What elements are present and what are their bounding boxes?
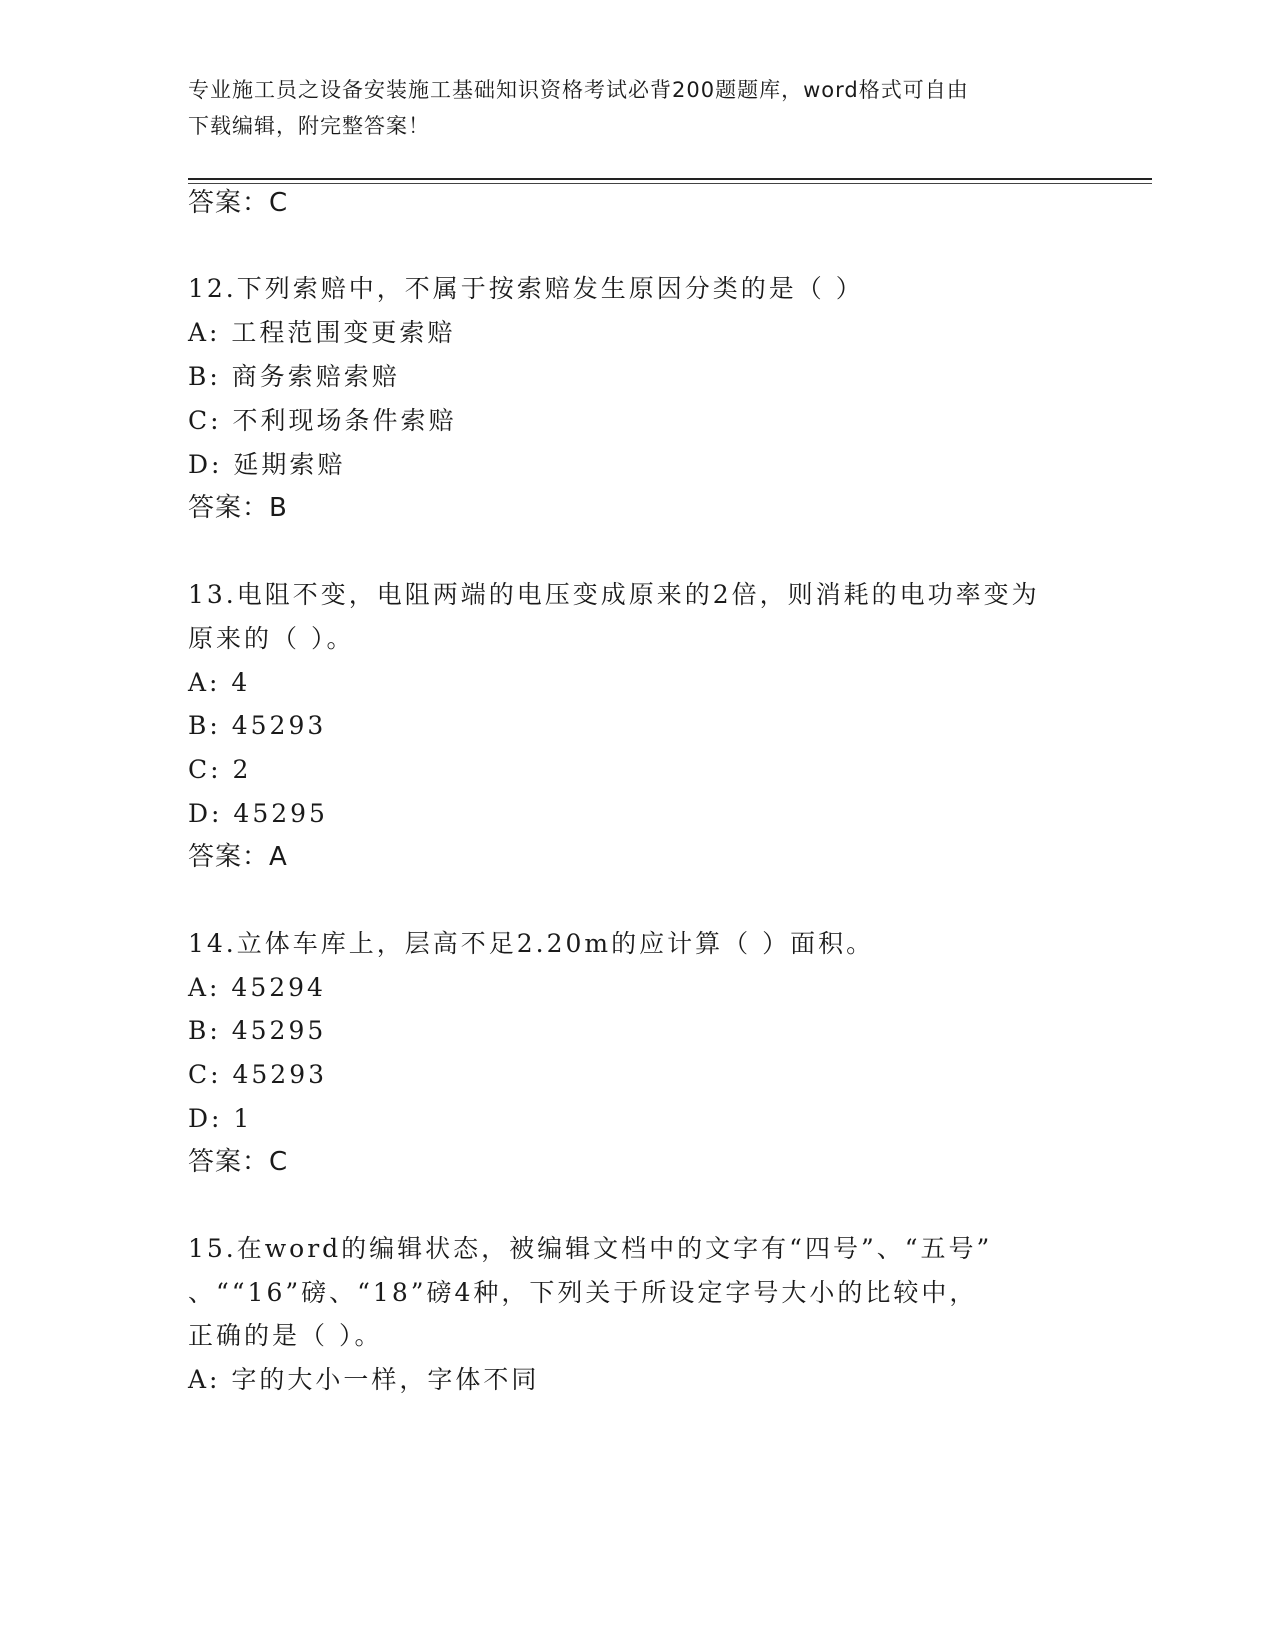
document-header xyxy=(188,72,1088,144)
question-14-option-b: B: 45295 xyxy=(188,1016,327,1045)
question-15-option-a: A: 字的大小一样，字体不同 xyxy=(188,1365,540,1394)
question-14-option-c: C: 45293 xyxy=(188,1060,328,1089)
question-13-answer: 答案：A xyxy=(188,842,288,872)
question-12-option-c: C: 不利现场条件索赔 xyxy=(188,406,457,435)
question-12-option-d: D: 延期索赔 xyxy=(188,450,346,479)
question-13-option-c: C: 2 xyxy=(188,755,252,784)
question-13-option-b: B: 45293 xyxy=(188,711,327,740)
question-14-option-a: A: 45294 xyxy=(188,973,326,1002)
question-15-stem-line-3: 正确的是（ ）。 xyxy=(188,1321,383,1350)
question-12-option-b: B: 商务索赔索赔 xyxy=(188,362,400,391)
question-14-option-d: D: 1 xyxy=(188,1104,253,1133)
header-line-1: 专业施工员之设备安装施工基础知识资格考试必背200题题库，word格式可自由 xyxy=(188,78,969,102)
question-12-answer: 答案：B xyxy=(188,493,288,523)
header-line-2: 下载编辑，附完整答案！ xyxy=(188,114,430,138)
question-13-option-d: D: 45295 xyxy=(188,799,328,828)
question-15-stem-line-1: 15.在word的编辑状态，被编辑文档中的文字有“四号”、“五号” xyxy=(188,1234,993,1263)
question-12-option-a: A: 工程范围变更索赔 xyxy=(188,318,456,347)
header-divider-thin xyxy=(188,183,1152,184)
question-14-stem: 14.立体车库上，层高不足2.20m的应计算（ ）面积。 xyxy=(188,929,875,958)
question-14-answer: 答案：C xyxy=(188,1147,289,1177)
question-12-stem: 12.下列索赔中，不属于按索赔发生原因分类的是（ ） xyxy=(188,274,864,303)
header-divider-thick xyxy=(188,178,1152,180)
question-13-stem-line-1: 13.电阻不变，电阻两端的电压变成原来的2倍，则消耗的电功率变为 xyxy=(188,580,1040,609)
question-15-stem-line-2: 、““16”磅、“18”磅4种，下列关于所设定字号大小的比较中， xyxy=(188,1278,978,1307)
previous-answer: 答案：C xyxy=(188,188,289,218)
question-13-stem-line-2: 原来的（ ）。 xyxy=(188,624,355,653)
question-13-option-a: A: 4 xyxy=(188,668,251,697)
